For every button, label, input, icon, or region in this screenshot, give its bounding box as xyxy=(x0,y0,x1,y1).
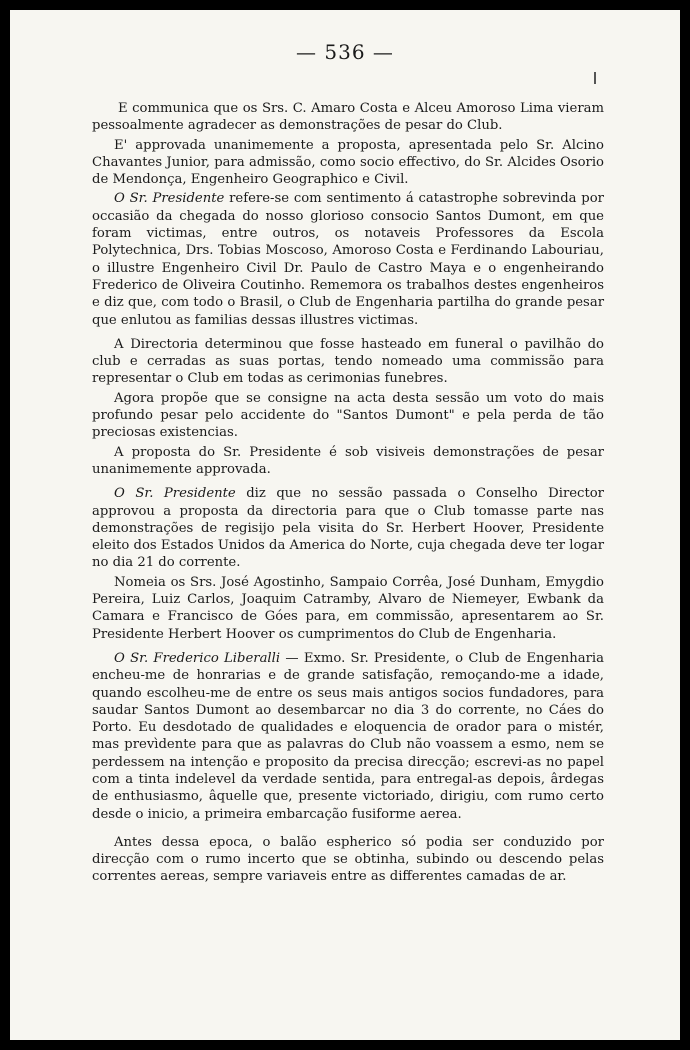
paragraph-text: A proposta do Sr. Presidente é sob visiveis demonstrações de pesar unanimemente approvada. xyxy=(92,444,604,477)
margin-mark xyxy=(594,72,596,84)
paragraph xyxy=(92,444,604,479)
paragraph-text: E communica que os Srs. C. Amaro Costa e Alceu Amoroso Lima vieram pessoalmente agradecer as demonstrações de pesar do Club. xyxy=(92,101,604,134)
paragraph xyxy=(92,574,604,643)
document-body xyxy=(92,100,604,888)
paragraph xyxy=(92,137,604,189)
paragraph-text: Agora propõe que se consigne na acta desta sessão um voto do mais profundo pesar pelo accidente do "Santos Dumont" e pela perda de tão preciosas existencias. xyxy=(92,390,604,441)
paragraph xyxy=(92,485,604,571)
paragraph xyxy=(92,100,604,135)
paragraph-text: Antes dessa epoca, o balão espherico só podia ser conduzido por direcção com o rumo incerto que se obtinha, subindo ou descendo pelas correntes aereas, sempre variaveis entre as differentes camadas de ar. xyxy=(92,834,604,885)
paragraph-text: — Exmo. Sr. Presidente, o Club de Engenharia encheu-me de honrarias e de grande satisfação, remoçando-me a idade, quando escolheu-me de entre os seus mais antigos socios fundadores, para saudar Santos Dumont ao desembarcar no dia 3 do corrente, no Cáes do Porto. Eu desdotado de qualidades e eloquencia de orador para o mistér, mas prevìdente para que as palavras do Club não voassem a esmo, nem se perdessem na intenção e proposito da precisa direcção; escrevi-as no papel com a tinta indelevel da verdade sentida, para entregal-as depois, ârdegas de enthusiasmo, âquelle que, presente victoriado, dirigiu, com rumo certo desde o inicio, a primeira embarcação fusiforme aerea. xyxy=(92,650,604,822)
paragraph-text: E' approvada unanimemente a proposta, apresentada pelo Sr. Alcino Chavantes Junior, para admissão, como socio effectivo, do Sr. Alcides Osorio de Mendonça, Engenheiro Geographico e Civil. xyxy=(92,137,604,188)
paragraph-text: diz que no sessão passada o Conselho Director approvou a proposta da directoria para que o Club tomasse parte nas demonstrações de regisijo pela visita do Sr. Herbert Hoover, Presidente eleito dos Estados Unidos da America do Norte, cuja chegada deve ter logar no dia 21 do corrente. xyxy=(92,486,604,571)
paragraph xyxy=(92,834,604,886)
paragraph xyxy=(92,390,604,442)
paragraph-text: A Directoria determinou que fosse hasteado em funeral o pavilhão do club e cerradas as suas portas, tendo nomeado uma commissão para representar o Club em todas as cerimonias funebres. xyxy=(92,336,604,387)
paragraph-text: refere-se com sentimento á catastrophe sobrevinda por occasião da chegada do nosso glorioso consocio Santos Dumont, em que foram victimas, entre outros, os notaveis Professores da Escola Polytechnica, Drs. Tobias Moscoso, Amoroso Costa e Ferdinando Labouriau, o illustre Engenheiro Civil Dr. Paulo de Castro Maya e o engenheirando Frederico de Oliveira Coutinho. Rememora os trabalhos destes engenheiros e diz que, com todo o Brasil, o Club de Engenharia partilha do grande pesar que enlutou as familias dessas illustres victimas. xyxy=(92,191,604,328)
page-number: — 536 — xyxy=(296,40,394,64)
speaker-name: O Sr. Presidente xyxy=(114,191,225,207)
paragraph-text: Nomeia os Srs. José Agostinho, Sampaio Corrêa, José Dunham, Emygdio Pereira, Luiz Carlos, Joaquim Catramby, Alvaro de Niemeyer, Ewbank da Camara e Francisco de Góes para, em commissão, apresentarem ao Sr. Presidente Herbert Hoover os cumprimentos do Club de Engenharia. xyxy=(92,574,604,642)
speaker-name: O Sr. Frederico Liberalli xyxy=(114,650,281,666)
document-page xyxy=(10,10,680,1040)
paragraph xyxy=(92,190,604,328)
paragraph xyxy=(92,650,604,823)
paragraph xyxy=(92,336,604,388)
speaker-name: O Sr. Presidente xyxy=(114,486,236,502)
